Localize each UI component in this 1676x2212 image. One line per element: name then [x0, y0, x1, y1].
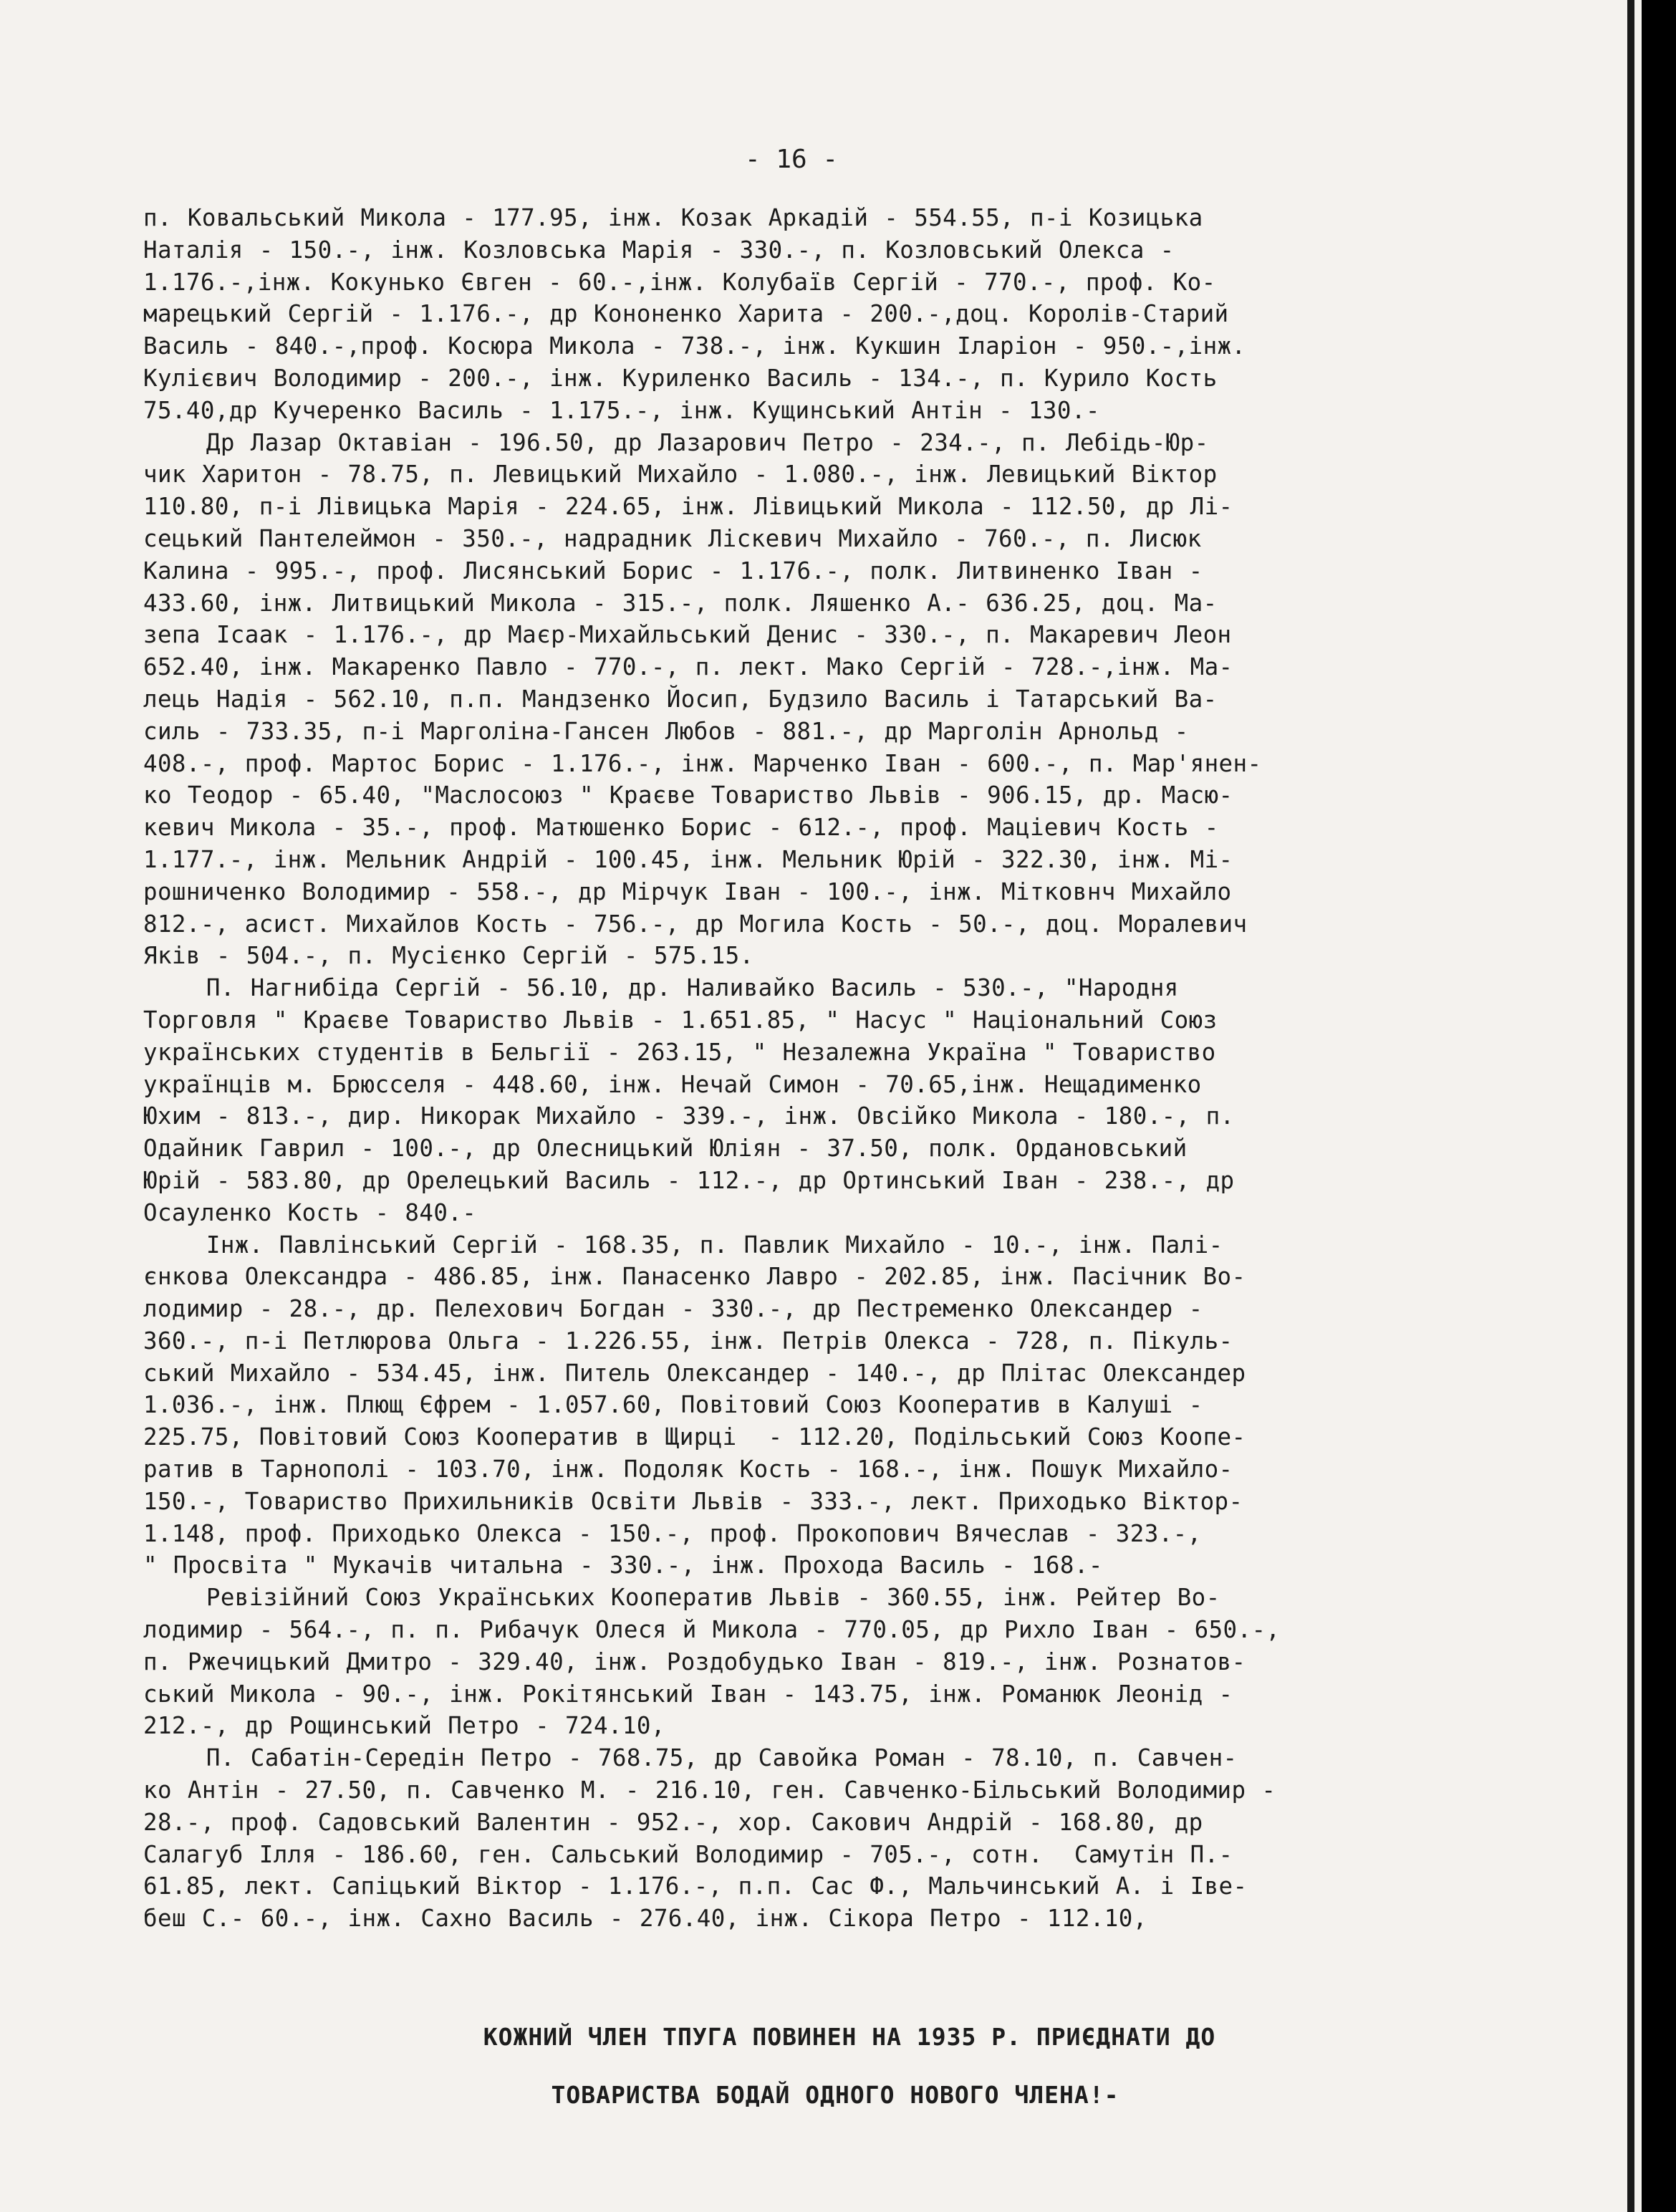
text-line: чик Харитон - 78.75, п. Левицький Михайло - 1.080.-, інж. Левицький Віктор [143, 461, 1218, 489]
paragraph [143, 972, 1612, 1228]
paragraph [143, 1582, 1612, 1742]
text-line: кевич Микола - 35.-, проф. Матюшенко Борис - 612.-, проф. Маціевич Кость - [143, 814, 1219, 842]
text-line: ко Антін - 27.50, п. Савченко М. - 216.10, ген. Савченко-Більський Володимир - [143, 1776, 1276, 1804]
text-line: 75.40,др Кучеренко Василь - 1.175.-, інж. Кущинський Антін - 130.- [143, 396, 1100, 424]
text-line: 812.-, асист. Михайлов Кость - 756.-, др Могила Кость - 50.-, доц. Моралевич [143, 910, 1248, 938]
text-line: лець Надія - 562.10, п.п. Мандзенко Йосип, Будзило Василь і Татарський Ва- [143, 685, 1218, 713]
text-line: зепа Ісаак - 1.176.-, др Маєр-Михайльський Денис - 330.-, п. Макаревич Леон [143, 621, 1232, 649]
text-line: Василь - 840.-,проф. Косюра Микола - 738.-, інж. Кукшин Іларіон - 950.-,інж. [143, 332, 1246, 360]
text-line: 61.85, лект. Сапіцький Віктор - 1.176.-, п.п. Сас Ф., Мальчинський А. і Іве- [143, 1872, 1248, 1900]
text-line: 1.177.-, інж. Мельник Андрій - 100.45, інж. Мельник Юрій - 322.30, інж. Мі- [143, 845, 1233, 873]
text-line: українських студентів в Бельгії - 263.15, " Незалежна Україна " Товариство [143, 1038, 1216, 1066]
text-line: Др Лазар Октавіан - 196.50, др Лазарович Петро - 234.-, п. Лебідь-Юр- [143, 428, 1209, 456]
text-line: 28.-, проф. Садовський Валентин - 952.-, хор. Сакович Андрій - 168.80, др [143, 1808, 1203, 1836]
text-line: ко Теодор - 65.40, "Маслосоюз " Краєве Товариство Львів - 906.15, др. Масю- [143, 782, 1233, 809]
text-line: Яків - 504.-, п. Мусієнко Сергій - 575.15. [143, 942, 754, 970]
text-line: П. Нагнибіда Сергій - 56.10, др. Наливайко Василь - 530.-, "Народня [143, 974, 1179, 1002]
text-line: 408.-, проф. Мартос Борис - 1.176.-, інж. Марченко Іван - 600.-, п. Мар'янен- [143, 749, 1262, 777]
text-line: Інж. Павлінський Сергій - 168.35, п. Павлик Михайло - 10.-, інж. Палі- [143, 1231, 1223, 1259]
text-line: 1.036.-, інж. Плющ Єфрем - 1.057.60, Повітовий Союз Кооператив в Калуші - [143, 1391, 1203, 1419]
text-line: рошниченко Володимир - 558.-, др Мірчук Іван - 100.-, інж. Мітковнч Михайло [143, 877, 1232, 905]
text-line: Наталія - 150.-, інж. Козловська Марія - 330.-, п. Козловський Олекса - [143, 236, 1175, 264]
text-line: Осауленко Кость - 840.- [143, 1198, 477, 1226]
text-line: силь - 733.35, п-і Марголіна-Гансен Любов - 881.-, др Марголін Арнольд - [143, 717, 1189, 745]
closing-appeal-line-2: ТОВАРИСТВА БОДАЙ ОДНОГО НОВОГО ЧЛЕНА!- [551, 2081, 1119, 2109]
paragraph [143, 1742, 1612, 1935]
text-line: " Просвіта " Мукачів читальна - 330.-, інж. Прохода Василь - 168.- [143, 1552, 1103, 1579]
text-line: лодимир - 28.-, др. Пелехович Богдан - 330.-, др Пестременко Олександер - [143, 1295, 1203, 1323]
text-line: єнкова Олександра - 486.85, інж. Панасенко Лавро - 202.85, інж. Пасічник Во- [143, 1263, 1246, 1291]
text-line: Калина - 995.-, проф. Лисянський Борис - 1.176.-, полк. Литвиненко Іван - [143, 557, 1203, 585]
text-line: Ревізійний Союз Українських Кооператив Львів - 360.55, інж. Рейтер Во- [143, 1584, 1220, 1612]
text-line: Кулієвич Володимир - 200.-, інж. Куриленко Василь - 134.-, п. Курило Кость [143, 364, 1218, 392]
text-line: сецький Пантелеймон - 350.-, надрадник Ліскевич Михайло - 760.-, п. Лисюк [143, 524, 1202, 552]
text-line: 433.60, інж. Литвицький Микола - 315.-, полк. Ляшенко А.- 636.25, доц. Ма- [143, 589, 1218, 617]
text-line: Салагуб Ілля - 186.60, ген. Сальський Володимир - 705.-, сотн. Самутін П.- [143, 1840, 1233, 1868]
text-line: українців м. Брюсселя - 448.60, інж. Нечай Симон - 70.65,інж. Нещадименко [143, 1070, 1202, 1098]
text-line: лодимир - 564.-, п. п. Рибачук Олеся й Микола - 770.05, др Рихло Іван - 650.-, [143, 1616, 1281, 1644]
paragraph [143, 202, 1612, 427]
text-line: 150.-, Товариство Прихильників Освіти Львів - 333.-, лект. Приходько Віктор- [143, 1487, 1243, 1515]
text-line: 1.176.-,інж. Кокунько Євген - 60.-,інж. Колубаїв Сергій - 770.-, проф. Ко- [143, 268, 1216, 296]
text-line: 212.-, др Рощинський Петро - 724.10, [143, 1712, 665, 1740]
text-line: 1.148, проф. Приходько Олекса - 150.-, проф. Прокопович Вячеслав - 323.-, [143, 1519, 1202, 1547]
page-number: - 16 - [745, 145, 839, 174]
text-line: беш С.- 60.-, інж. Сахно Василь - 276.40, інж. Сікора Петро - 112.10, [143, 1905, 1147, 1933]
text-line: ський Микола - 90.-, інж. Рокітянський Іван - 143.75, інж. Романюк Леонід - [143, 1680, 1233, 1708]
text-line: Торговля " Краєве Товариство Львів - 1.651.85, " Насус " Національний Союз [143, 1006, 1218, 1034]
text-line: 652.40, інж. Макаренко Павло - 770.-, п. лект. Мако Сергій - 728.-,інж. Ма- [143, 653, 1233, 681]
closing-appeal-line-1: КОЖНИЙ ЧЛЕН ТПУГА ПОВИНЕН НА 1935 Р. ПРИЄДНАТИ ДО [483, 2023, 1216, 2051]
text-line: п. Ковальський Микола - 177.95, інж. Козак Аркадій - 554.55, п-і Козицька [143, 204, 1203, 231]
text-line: Одайник Гаврил - 100.-, др Олесницький Юліян - 37.50, полк. Ордановський [143, 1135, 1188, 1163]
text-line: п. Ржечицький Дмитро - 329.40, інж. Роздобудько Іван - 819.-, інж. Рознатов- [143, 1648, 1246, 1675]
text-line: 110.80, п-і Лівицька Марія - 224.65, інж. Лівицький Микола - 112.50, др Лі- [143, 493, 1233, 521]
text-line: П. Сабатін-Середін Петро - 768.75, др Савойка Роман - 78.10, п. Савчен- [143, 1744, 1238, 1772]
text-line: ратив в Тарнополі - 103.70, інж. Подоляк Кость - 168.-, інж. Пошук Михайло- [143, 1456, 1233, 1484]
paragraph [143, 427, 1612, 973]
text-line: 225.75, Повітовий Союз Кооператив в Щирці - 112.20, Подільський Союз Коопе- [143, 1423, 1246, 1451]
donor-list-text [143, 202, 1612, 1935]
scan-edge [1627, 0, 1634, 2212]
text-line: 360.-, п-і Петлюрова Ольга - 1.226.55, інж. Петрів Олекса - 728, п. Пікуль- [143, 1327, 1233, 1355]
text-line: ський Михайло - 534.45, інж. Питель Олександер - 140.-, др Плітас Олександер [143, 1359, 1246, 1387]
paragraph [143, 1229, 1612, 1582]
text-line: Юрій - 583.80, др Орелецький Василь - 112.-, др Ортинський Іван - 238.-, др [143, 1166, 1235, 1194]
text-line: марецький Сергій - 1.176.-, др Кононенко Харита - 200.-,доц. Королів-Старий [143, 300, 1229, 328]
text-line: Юхим - 813.-, дир. Никорак Михайло - 339.-, інж. Овсійко Микола - 180.-, п. [143, 1102, 1235, 1130]
